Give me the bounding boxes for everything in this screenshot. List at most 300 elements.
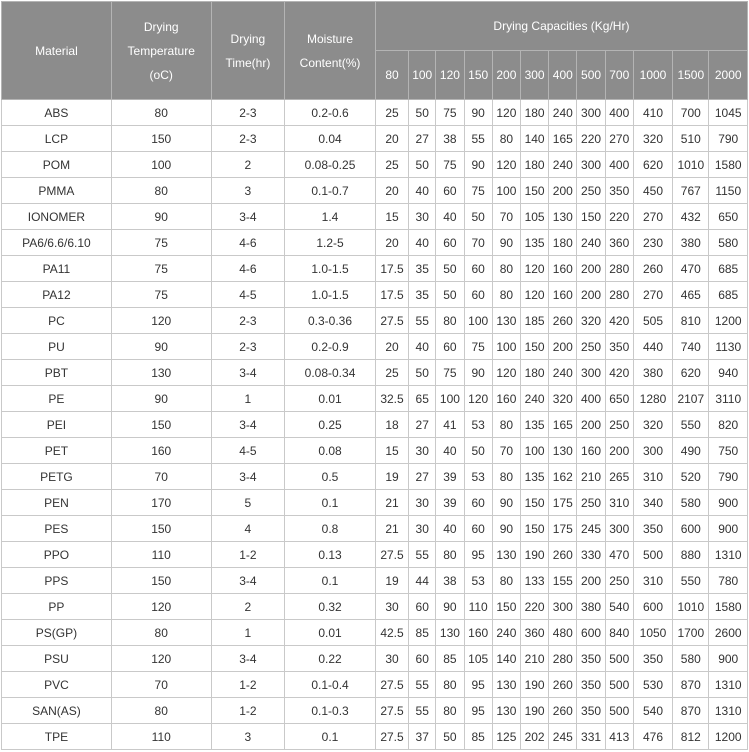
header-capacity-200: 200 <box>492 51 520 100</box>
header-drying-temperature-line: Drying <box>143 19 179 34</box>
cell-capacity-1000: 1050 <box>633 620 672 646</box>
cell-capacity-400: 240 <box>549 360 577 386</box>
table-row <box>2 230 748 256</box>
cell-capacity-1500: 700 <box>673 100 709 126</box>
table-row <box>2 672 748 698</box>
cell-capacity-700: 360 <box>605 230 633 256</box>
cell-capacity-120: 50 <box>436 282 464 308</box>
table-row <box>2 698 748 724</box>
cell-capacity-2000: 685 <box>709 256 748 282</box>
cell-material: PMMA <box>2 178 112 204</box>
cell-drying-temperature: 170 <box>111 490 211 516</box>
cell-capacity-150: 60 <box>464 282 492 308</box>
cell-capacity-400: 280 <box>549 646 577 672</box>
cell-drying-time: 4-5 <box>211 438 285 464</box>
cell-moisture-content: 0.2-0.6 <box>285 100 376 126</box>
cell-capacity-700: 840 <box>605 620 633 646</box>
cell-capacity-1500: 580 <box>673 490 709 516</box>
cell-capacity-1000: 270 <box>633 204 672 230</box>
cell-capacity-200: 120 <box>492 152 520 178</box>
cell-material: PET <box>2 438 112 464</box>
cell-capacity-300: 100 <box>520 438 548 464</box>
cell-moisture-content: 0.1-0.7 <box>285 178 376 204</box>
cell-capacity-120: 39 <box>436 490 464 516</box>
header-drying-time <box>211 2 285 100</box>
header-capacity-2000: 2000 <box>709 51 748 100</box>
cell-capacity-1500: 880 <box>673 542 709 568</box>
header-capacity-1500: 1500 <box>673 51 709 100</box>
cell-capacity-2000: 580 <box>709 230 748 256</box>
cell-capacity-1500: 432 <box>673 204 709 230</box>
cell-capacity-120: 100 <box>436 386 464 412</box>
cell-drying-temperature: 120 <box>111 594 211 620</box>
cell-drying-time: 2-3 <box>211 126 285 152</box>
cell-capacity-1000: 310 <box>633 568 672 594</box>
cell-moisture-content: 0.25 <box>285 412 376 438</box>
cell-capacity-100: 50 <box>409 360 436 386</box>
cell-capacity-100: 65 <box>409 386 436 412</box>
cell-capacity-80: 15 <box>375 204 408 230</box>
cell-capacity-300: 120 <box>520 282 548 308</box>
cell-capacity-100: 55 <box>409 542 436 568</box>
cell-capacity-2000: 2600 <box>709 620 748 646</box>
cell-capacity-120: 38 <box>436 568 464 594</box>
cell-capacity-80: 25 <box>375 152 408 178</box>
cell-capacity-1000: 350 <box>633 646 672 672</box>
cell-capacity-100: 27 <box>409 412 436 438</box>
cell-drying-temperature: 120 <box>111 308 211 334</box>
header-drying-temperature-line: Temperature <box>127 43 195 58</box>
cell-capacity-200: 70 <box>492 204 520 230</box>
cell-drying-time: 3 <box>211 724 285 750</box>
cell-capacity-120: 80 <box>436 542 464 568</box>
cell-capacity-80: 32.5 <box>375 386 408 412</box>
cell-drying-time: 3-4 <box>211 204 285 230</box>
cell-capacity-150: 55 <box>464 126 492 152</box>
cell-moisture-content: 1.4 <box>285 204 376 230</box>
cell-capacity-200: 140 <box>492 646 520 672</box>
cell-capacity-200: 130 <box>492 308 520 334</box>
cell-capacity-120: 90 <box>436 594 464 620</box>
cell-moisture-content: 0.08-0.25 <box>285 152 376 178</box>
cell-capacity-700: 540 <box>605 594 633 620</box>
cell-capacity-400: 160 <box>549 256 577 282</box>
cell-capacity-2000: 1045 <box>709 100 748 126</box>
cell-capacity-2000: 685 <box>709 282 748 308</box>
table-row <box>2 594 748 620</box>
cell-capacity-100: 50 <box>409 100 436 126</box>
cell-capacity-500: 200 <box>577 412 605 438</box>
cell-capacity-500: 300 <box>577 152 605 178</box>
cell-capacity-100: 44 <box>409 568 436 594</box>
cell-capacity-700: 200 <box>605 438 633 464</box>
cell-capacity-150: 70 <box>464 230 492 256</box>
cell-capacity-700: 500 <box>605 646 633 672</box>
cell-capacity-400: 165 <box>549 126 577 152</box>
cell-material: PP <box>2 594 112 620</box>
cell-drying-time: 1 <box>211 620 285 646</box>
cell-capacity-500: 200 <box>577 568 605 594</box>
cell-capacity-1500: 600 <box>673 516 709 542</box>
table-row <box>2 646 748 672</box>
cell-capacity-150: 53 <box>464 464 492 490</box>
cell-capacity-2000: 1310 <box>709 542 748 568</box>
table-row <box>2 516 748 542</box>
header-capacity-700: 700 <box>605 51 633 100</box>
cell-material: PPS <box>2 568 112 594</box>
cell-capacity-300: 105 <box>520 204 548 230</box>
cell-capacity-1000: 500 <box>633 542 672 568</box>
cell-capacity-700: 400 <box>605 152 633 178</box>
cell-capacity-80: 17.5 <box>375 282 408 308</box>
cell-drying-temperature: 75 <box>111 230 211 256</box>
cell-capacity-100: 30 <box>409 204 436 230</box>
cell-drying-time: 2-3 <box>211 334 285 360</box>
cell-capacity-400: 160 <box>549 282 577 308</box>
cell-capacity-120: 85 <box>436 646 464 672</box>
table-row <box>2 100 748 126</box>
cell-capacity-150: 60 <box>464 490 492 516</box>
cell-material: PSU <box>2 646 112 672</box>
cell-capacity-500: 320 <box>577 308 605 334</box>
cell-capacity-1500: 1700 <box>673 620 709 646</box>
cell-capacity-400: 245 <box>549 724 577 750</box>
cell-capacity-2000: 790 <box>709 464 748 490</box>
cell-capacity-120: 130 <box>436 620 464 646</box>
cell-capacity-120: 60 <box>436 334 464 360</box>
cell-capacity-200: 70 <box>492 438 520 464</box>
cell-material: PEI <box>2 412 112 438</box>
cell-drying-temperature: 80 <box>111 620 211 646</box>
cell-capacity-1000: 320 <box>633 126 672 152</box>
cell-drying-temperature: 70 <box>111 464 211 490</box>
cell-capacity-1000: 600 <box>633 594 672 620</box>
cell-drying-time: 3-4 <box>211 464 285 490</box>
cell-capacity-300: 180 <box>520 360 548 386</box>
cell-drying-time: 4-6 <box>211 230 285 256</box>
cell-capacity-80: 42.5 <box>375 620 408 646</box>
cell-capacity-200: 120 <box>492 360 520 386</box>
cell-capacity-1000: 505 <box>633 308 672 334</box>
cell-material: IONOMER <box>2 204 112 230</box>
cell-capacity-80: 21 <box>375 490 408 516</box>
cell-drying-time: 4 <box>211 516 285 542</box>
cell-capacity-200: 130 <box>492 698 520 724</box>
cell-capacity-700: 270 <box>605 126 633 152</box>
cell-capacity-1000: 476 <box>633 724 672 750</box>
cell-capacity-500: 220 <box>577 126 605 152</box>
cell-capacity-100: 37 <box>409 724 436 750</box>
cell-capacity-400: 240 <box>549 100 577 126</box>
header-capacity-150: 150 <box>464 51 492 100</box>
cell-capacity-100: 40 <box>409 334 436 360</box>
table-header <box>2 2 748 100</box>
cell-moisture-content: 0.04 <box>285 126 376 152</box>
table-row <box>2 542 748 568</box>
cell-moisture-content: 0.8 <box>285 516 376 542</box>
cell-capacity-2000: 1200 <box>709 724 748 750</box>
table-row <box>2 386 748 412</box>
cell-capacity-300: 220 <box>520 594 548 620</box>
cell-capacity-80: 20 <box>375 334 408 360</box>
cell-capacity-1500: 767 <box>673 178 709 204</box>
cell-capacity-200: 120 <box>492 100 520 126</box>
cell-drying-time: 3-4 <box>211 360 285 386</box>
table-row <box>2 490 748 516</box>
cell-capacity-400: 240 <box>549 152 577 178</box>
cell-capacity-150: 53 <box>464 568 492 594</box>
cell-capacity-150: 85 <box>464 724 492 750</box>
table-body <box>2 100 748 750</box>
cell-capacity-80: 25 <box>375 100 408 126</box>
table-row <box>2 178 748 204</box>
table-row <box>2 282 748 308</box>
cell-capacity-400: 260 <box>549 542 577 568</box>
cell-capacity-2000: 900 <box>709 490 748 516</box>
cell-capacity-300: 190 <box>520 542 548 568</box>
cell-capacity-700: 350 <box>605 334 633 360</box>
cell-capacity-700: 350 <box>605 178 633 204</box>
cell-capacity-2000: 1130 <box>709 334 748 360</box>
cell-material: PC <box>2 308 112 334</box>
cell-capacity-200: 240 <box>492 620 520 646</box>
cell-capacity-100: 55 <box>409 698 436 724</box>
cell-capacity-150: 160 <box>464 620 492 646</box>
cell-capacity-1500: 550 <box>673 412 709 438</box>
cell-capacity-2000: 750 <box>709 438 748 464</box>
cell-capacity-500: 250 <box>577 490 605 516</box>
cell-capacity-150: 110 <box>464 594 492 620</box>
header-capacity-100: 100 <box>409 51 436 100</box>
table-row <box>2 152 748 178</box>
cell-drying-time: 3 <box>211 178 285 204</box>
cell-material: PBT <box>2 360 112 386</box>
cell-capacity-150: 90 <box>464 152 492 178</box>
cell-capacity-700: 310 <box>605 490 633 516</box>
cell-capacity-80: 19 <box>375 568 408 594</box>
cell-capacity-300: 135 <box>520 230 548 256</box>
cell-drying-temperature: 75 <box>111 256 211 282</box>
cell-capacity-300: 120 <box>520 256 548 282</box>
cell-capacity-700: 280 <box>605 256 633 282</box>
cell-capacity-700: 250 <box>605 412 633 438</box>
cell-capacity-200: 90 <box>492 516 520 542</box>
cell-capacity-200: 90 <box>492 230 520 256</box>
cell-capacity-500: 210 <box>577 464 605 490</box>
cell-capacity-150: 95 <box>464 542 492 568</box>
cell-drying-temperature: 150 <box>111 516 211 542</box>
cell-drying-time: 2 <box>211 594 285 620</box>
cell-capacity-200: 80 <box>492 568 520 594</box>
cell-capacity-1000: 380 <box>633 360 672 386</box>
cell-capacity-300: 190 <box>520 698 548 724</box>
cell-moisture-content: 0.08-0.34 <box>285 360 376 386</box>
cell-material: ABS <box>2 100 112 126</box>
cell-drying-temperature: 80 <box>111 100 211 126</box>
cell-moisture-content: 0.1 <box>285 490 376 516</box>
header-capacity-400: 400 <box>549 51 577 100</box>
header-drying-time-line: Time(hr) <box>225 55 271 70</box>
cell-capacity-120: 40 <box>436 516 464 542</box>
cell-capacity-100: 60 <box>409 646 436 672</box>
cell-drying-time: 2 <box>211 152 285 178</box>
cell-capacity-400: 260 <box>549 672 577 698</box>
cell-material: PU <box>2 334 112 360</box>
cell-capacity-1500: 510 <box>673 126 709 152</box>
cell-capacity-1500: 490 <box>673 438 709 464</box>
cell-capacity-150: 60 <box>464 256 492 282</box>
cell-capacity-200: 80 <box>492 256 520 282</box>
cell-material: PS(GP) <box>2 620 112 646</box>
cell-capacity-400: 320 <box>549 386 577 412</box>
cell-capacity-200: 160 <box>492 386 520 412</box>
header-capacity-80: 80 <box>375 51 408 100</box>
cell-capacity-80: 20 <box>375 230 408 256</box>
cell-drying-temperature: 75 <box>111 282 211 308</box>
cell-drying-time: 4-5 <box>211 282 285 308</box>
cell-capacity-2000: 1310 <box>709 698 748 724</box>
cell-capacity-1500: 465 <box>673 282 709 308</box>
cell-capacity-120: 75 <box>436 100 464 126</box>
cell-drying-time: 1-2 <box>211 698 285 724</box>
header-drying-time-line: Drying <box>230 31 266 46</box>
cell-capacity-100: 85 <box>409 620 436 646</box>
cell-capacity-1000: 1280 <box>633 386 672 412</box>
cell-drying-temperature: 150 <box>111 126 211 152</box>
cell-capacity-200: 130 <box>492 672 520 698</box>
cell-capacity-700: 420 <box>605 308 633 334</box>
cell-drying-temperature: 70 <box>111 672 211 698</box>
cell-drying-time: 3-4 <box>211 568 285 594</box>
cell-drying-temperature: 150 <box>111 412 211 438</box>
cell-capacity-80: 21 <box>375 516 408 542</box>
cell-capacity-300: 135 <box>520 464 548 490</box>
cell-drying-temperature: 130 <box>111 360 211 386</box>
cell-capacity-120: 80 <box>436 308 464 334</box>
cell-capacity-80: 30 <box>375 594 408 620</box>
cell-capacity-2000: 1150 <box>709 178 748 204</box>
header-moisture-content-line: Moisture <box>307 31 354 46</box>
cell-capacity-80: 17.5 <box>375 256 408 282</box>
cell-capacity-2000: 940 <box>709 360 748 386</box>
cell-material: PVC <box>2 672 112 698</box>
cell-moisture-content: 0.1-0.4 <box>285 672 376 698</box>
cell-drying-temperature: 160 <box>111 438 211 464</box>
cell-drying-temperature: 80 <box>111 178 211 204</box>
cell-capacity-300: 133 <box>520 568 548 594</box>
cell-drying-time: 3-4 <box>211 646 285 672</box>
cell-capacity-700: 220 <box>605 204 633 230</box>
cell-capacity-300: 240 <box>520 386 548 412</box>
cell-capacity-80: 25 <box>375 360 408 386</box>
cell-capacity-500: 600 <box>577 620 605 646</box>
table-row <box>2 464 748 490</box>
cell-capacity-80: 20 <box>375 126 408 152</box>
cell-capacity-500: 300 <box>577 100 605 126</box>
cell-material: SAN(AS) <box>2 698 112 724</box>
cell-capacity-400: 260 <box>549 698 577 724</box>
cell-capacity-120: 50 <box>436 256 464 282</box>
cell-capacity-1500: 470 <box>673 256 709 282</box>
cell-capacity-1500: 870 <box>673 672 709 698</box>
cell-capacity-700: 500 <box>605 698 633 724</box>
cell-drying-time: 4-6 <box>211 256 285 282</box>
cell-moisture-content: 0.01 <box>285 620 376 646</box>
cell-capacity-150: 95 <box>464 698 492 724</box>
cell-capacity-200: 90 <box>492 490 520 516</box>
cell-capacity-80: 27.5 <box>375 672 408 698</box>
cell-capacity-150: 53 <box>464 412 492 438</box>
cell-capacity-120: 40 <box>436 204 464 230</box>
cell-moisture-content: 0.08 <box>285 438 376 464</box>
cell-capacity-100: 35 <box>409 256 436 282</box>
cell-capacity-2000: 900 <box>709 646 748 672</box>
cell-capacity-700: 420 <box>605 360 633 386</box>
cell-capacity-150: 120 <box>464 386 492 412</box>
cell-moisture-content: 0.2-0.9 <box>285 334 376 360</box>
cell-capacity-200: 100 <box>492 334 520 360</box>
cell-capacity-1000: 310 <box>633 464 672 490</box>
cell-capacity-1500: 620 <box>673 360 709 386</box>
cell-moisture-content: 0.32 <box>285 594 376 620</box>
cell-material: PES <box>2 516 112 542</box>
cell-capacity-500: 330 <box>577 542 605 568</box>
header-drying-temperature-line: (oC) <box>149 67 173 82</box>
header-drying-temperature <box>111 2 211 100</box>
cell-capacity-120: 39 <box>436 464 464 490</box>
cell-capacity-150: 90 <box>464 100 492 126</box>
table-row <box>2 360 748 386</box>
cell-moisture-content: 0.01 <box>285 386 376 412</box>
cell-capacity-100: 30 <box>409 490 436 516</box>
cell-capacity-80: 27.5 <box>375 698 408 724</box>
cell-capacity-2000: 820 <box>709 412 748 438</box>
cell-capacity-500: 300 <box>577 360 605 386</box>
cell-capacity-400: 130 <box>549 438 577 464</box>
cell-capacity-1500: 580 <box>673 646 709 672</box>
cell-capacity-500: 240 <box>577 230 605 256</box>
cell-capacity-150: 50 <box>464 438 492 464</box>
cell-capacity-200: 80 <box>492 282 520 308</box>
cell-drying-temperature: 150 <box>111 568 211 594</box>
cell-capacity-400: 130 <box>549 204 577 230</box>
header-capacity-1000: 1000 <box>633 51 672 100</box>
cell-capacity-100: 27 <box>409 126 436 152</box>
cell-capacity-1500: 1010 <box>673 152 709 178</box>
cell-capacity-300: 202 <box>520 724 548 750</box>
table-row <box>2 334 748 360</box>
cell-material: PA6/6.6/6.10 <box>2 230 112 256</box>
cell-capacity-700: 413 <box>605 724 633 750</box>
cell-capacity-100: 50 <box>409 152 436 178</box>
cell-drying-temperature: 90 <box>111 386 211 412</box>
cell-capacity-500: 150 <box>577 204 605 230</box>
cell-capacity-120: 60 <box>436 230 464 256</box>
cell-capacity-150: 50 <box>464 204 492 230</box>
cell-capacity-1000: 350 <box>633 516 672 542</box>
cell-capacity-400: 200 <box>549 334 577 360</box>
cell-capacity-400: 180 <box>549 230 577 256</box>
cell-material: PEN <box>2 490 112 516</box>
cell-capacity-200: 125 <box>492 724 520 750</box>
cell-capacity-2000: 3110 <box>709 386 748 412</box>
cell-capacity-300: 135 <box>520 412 548 438</box>
header-material: Material <box>2 2 112 100</box>
header-capacity-300: 300 <box>520 51 548 100</box>
cell-capacity-100: 40 <box>409 178 436 204</box>
table-row <box>2 256 748 282</box>
cell-capacity-120: 41 <box>436 412 464 438</box>
